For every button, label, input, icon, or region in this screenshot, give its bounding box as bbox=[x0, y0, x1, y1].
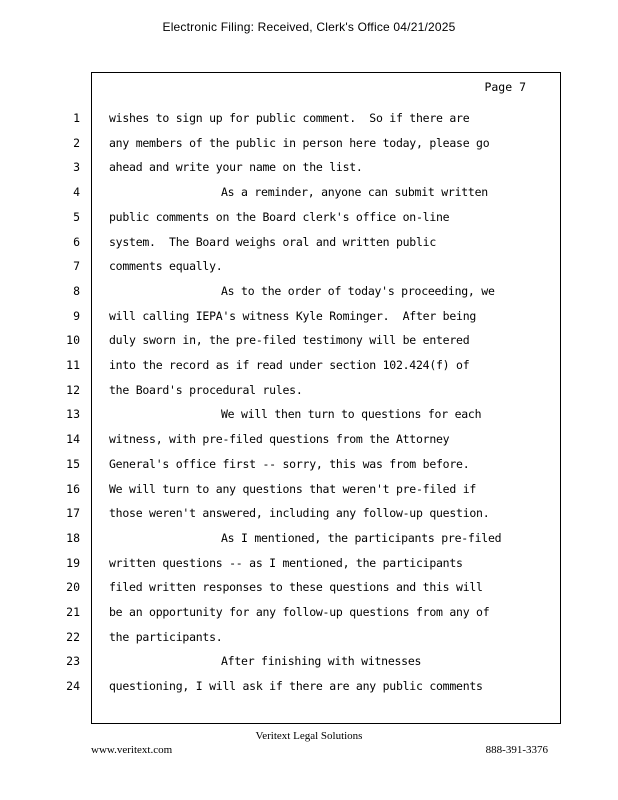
transcript-line bbox=[0, 180, 618, 205]
line-number: 20 bbox=[66, 580, 80, 595]
transcript-line bbox=[0, 328, 618, 353]
line-text: those weren't answered, including any follow-up question. bbox=[109, 506, 490, 521]
line-number: 10 bbox=[66, 333, 80, 348]
line-text: General's office first -- sorry, this was from before. bbox=[109, 456, 470, 471]
transcript-line bbox=[0, 205, 618, 230]
line-text: written questions -- as I mentioned, the participants bbox=[109, 555, 463, 570]
line-number: 5 bbox=[73, 209, 80, 224]
transcript-line bbox=[0, 674, 618, 699]
line-text: witness, with pre-filed questions from the Attorney bbox=[109, 432, 450, 447]
line-text: comments equally. bbox=[109, 259, 223, 274]
footer-phone: 888-391-3376 bbox=[485, 744, 548, 756]
line-text: filed written responses to these questions and this will bbox=[109, 580, 483, 595]
line-text: We will turn to any questions that weren't pre-filed if bbox=[109, 481, 477, 496]
transcript-line bbox=[0, 230, 618, 255]
line-text: the participants. bbox=[109, 629, 223, 644]
line-number: 19 bbox=[66, 555, 80, 570]
line-text: duly sworn in, the pre-filed testimony will be entered bbox=[109, 333, 470, 348]
line-number: 7 bbox=[73, 259, 80, 274]
line-number: 16 bbox=[66, 481, 80, 496]
transcript-line bbox=[0, 427, 618, 452]
transcript-line bbox=[0, 402, 618, 427]
line-text: any members of the public in person here today, please go bbox=[109, 135, 490, 150]
transcript-line bbox=[0, 526, 618, 551]
line-number: 23 bbox=[66, 654, 80, 669]
transcript-line bbox=[0, 155, 618, 180]
line-text: We will then turn to questions for each bbox=[221, 407, 482, 422]
transcript-line bbox=[0, 649, 618, 674]
transcript-line bbox=[0, 625, 618, 650]
line-number: 1 bbox=[73, 111, 80, 125]
transcript-line bbox=[0, 254, 618, 279]
line-number: 15 bbox=[66, 456, 80, 471]
transcript-line bbox=[0, 131, 618, 156]
line-number: 11 bbox=[66, 358, 80, 372]
transcript-line bbox=[0, 551, 618, 576]
line-number: 12 bbox=[66, 382, 80, 397]
transcript-line bbox=[0, 106, 618, 131]
line-number: 24 bbox=[66, 679, 80, 694]
line-text: questioning, I will ask if there are any public comments bbox=[109, 679, 483, 694]
line-number: 14 bbox=[66, 432, 80, 447]
line-number: 2 bbox=[73, 135, 80, 150]
line-text: ahead and write your name on the list. bbox=[109, 160, 363, 175]
line-number: 4 bbox=[73, 185, 80, 200]
transcript-line bbox=[0, 600, 618, 625]
line-text: As a reminder, anyone can submit written bbox=[221, 185, 488, 200]
line-number: 8 bbox=[73, 283, 80, 298]
line-text: will calling IEPA's witness Kyle Rominger. After being bbox=[109, 308, 477, 323]
line-number: 18 bbox=[66, 530, 80, 545]
line-text: As I mentioned, the participants pre-filed bbox=[221, 530, 502, 545]
line-number: 22 bbox=[66, 629, 80, 644]
page-number: Page 7 bbox=[484, 80, 526, 94]
transcript-line bbox=[0, 304, 618, 329]
transcript-line bbox=[0, 279, 618, 304]
line-number: 6 bbox=[73, 234, 80, 249]
line-text: the Board's procedural rules. bbox=[109, 382, 303, 397]
line-text: As to the order of today's proceeding, we bbox=[221, 283, 495, 298]
line-text: system. The Board weighs oral and written public bbox=[109, 234, 437, 249]
line-number: 21 bbox=[66, 605, 80, 619]
line-text: be an opportunity for any follow-up questions from any of bbox=[109, 605, 490, 619]
footer-website: www.veritext.com bbox=[91, 744, 173, 756]
line-number: 17 bbox=[66, 506, 80, 521]
line-number: 9 bbox=[73, 308, 80, 323]
line-number: 3 bbox=[73, 160, 80, 175]
filing-stamp-header: Electronic Filing: Received, Clerk's Office 04/21/2025 bbox=[162, 20, 456, 34]
line-text: public comments on the Board clerk's office on-line bbox=[109, 209, 450, 224]
line-text: into the record as if read under section 102.424(f) of bbox=[109, 358, 470, 372]
footer-company: Veritext Legal Solutions bbox=[255, 730, 363, 742]
line-number: 13 bbox=[66, 407, 80, 422]
line-text: After finishing with witnesses bbox=[221, 654, 422, 669]
transcript-line bbox=[0, 575, 618, 600]
transcript-line bbox=[0, 501, 618, 526]
line-text: wishes to sign up for public comment. So if there are bbox=[109, 111, 470, 125]
transcript-line bbox=[0, 353, 618, 378]
transcript-line bbox=[0, 378, 618, 403]
transcript-line bbox=[0, 452, 618, 477]
transcript-line bbox=[0, 477, 618, 502]
